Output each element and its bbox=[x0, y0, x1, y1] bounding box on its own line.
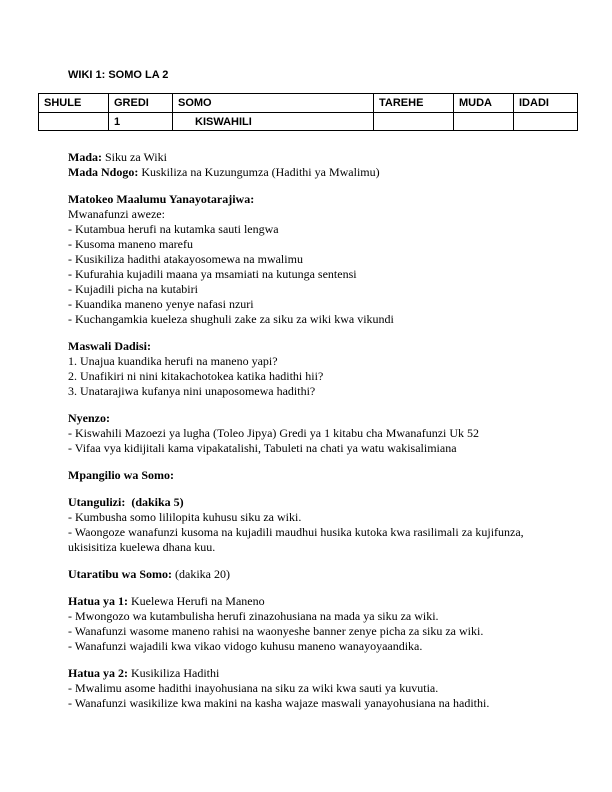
text-line: - Kiswahili Mazoezi ya lugha (Toleo Jipya) Gredi ya 1 kitabu cha Mwanafunzi Uk 52 bbox=[68, 426, 480, 440]
section-hatua-1 bbox=[68, 594, 546, 654]
column-header-shule: SHULE bbox=[39, 94, 109, 113]
section-mpangilio bbox=[68, 468, 546, 483]
text-line: - Kutambua herufi na kutamka sauti lengwa bbox=[68, 222, 279, 236]
text-line: - Vifaa vya kidijitali kama vipakatalishi, Tabuleti na chati ya watu wakisalimiana bbox=[68, 441, 457, 455]
text-line: - Kumbusha somo lililopita kuhusu siku za wiki. bbox=[68, 510, 302, 524]
column-header-idadi: IDADI bbox=[514, 94, 578, 113]
text-line: Mpangilio wa Somo: bbox=[68, 468, 175, 482]
text-line: Mada: Siku za Wiki bbox=[68, 150, 167, 164]
text-line: Hatua ya 1: Kuelewa Herufi na Maneno bbox=[68, 594, 265, 608]
cell-gredi: 1 bbox=[109, 113, 173, 131]
section-nyenzo bbox=[68, 411, 546, 456]
text-line: Maswali Dadisi: bbox=[68, 339, 152, 353]
section-utangulizi bbox=[68, 495, 546, 555]
text-line: - Kusoma maneno marefu bbox=[68, 237, 193, 251]
text-line: - Wanafunzi wajadili kwa vikao vidogo kuhusu maneno wanayoyaandika. bbox=[68, 639, 423, 653]
section-hatua-2 bbox=[68, 666, 546, 711]
table-row bbox=[39, 113, 578, 131]
text-line: Mwanafunzi aweze: bbox=[68, 207, 165, 221]
column-header-somo: SOMO bbox=[173, 94, 374, 113]
column-header-gredi: GREDI bbox=[109, 94, 173, 113]
text-line: Mada Ndogo: Kuskiliza na Kuzungumza (Hadithi ya Mwalimu) bbox=[68, 165, 380, 179]
text-line: - Mwalimu asome hadithi inayohusiana na siku za wiki kwa sauti ya kuvutia. bbox=[68, 681, 439, 695]
column-header-muda: MUDA bbox=[454, 94, 514, 113]
text-line: - Wanafunzi wasome maneno rahisi na waonyeshe banner zenye picha za siku za wiki. bbox=[68, 624, 484, 638]
cell-muda bbox=[454, 113, 514, 131]
cell-idadi bbox=[514, 113, 578, 131]
section-mada bbox=[68, 150, 546, 180]
text-line: - Wanafunzi wasikilize kwa makini na kasha wajaze maswali yanayohusiana na hadithi. bbox=[68, 696, 490, 710]
table-header-row bbox=[39, 94, 578, 113]
text-line: - Kufurahia kujadili maana ya msamiati na kutunga sentensi bbox=[68, 267, 357, 281]
page-title: WIKI 1: SOMO LA 2 bbox=[68, 69, 169, 81]
text-line: Utangulizi: (dakika 5) bbox=[68, 495, 184, 509]
text-line: 2. Unafikiri ni nini kitakachotokea katika hadithi hii? bbox=[68, 369, 324, 383]
text-line: - Mwongozo wa kutambulisha herufi zinazohusiana na mada ya siku za wiki. bbox=[68, 609, 439, 623]
text-line: - Kusikiliza hadithi atakayosomewa na mwalimu bbox=[68, 252, 303, 266]
document-body bbox=[68, 150, 546, 711]
text-line: Matokeo Maalumu Yanayotarajiwa: bbox=[68, 192, 255, 206]
text-line: - Kuandika maneno yenye nafasi nzuri bbox=[68, 297, 254, 311]
cell-shule bbox=[39, 113, 109, 131]
text-line: 3. Unatarajiwa kufanya nini unaposomewa hadithi? bbox=[68, 384, 316, 398]
section-maswali-dadisi bbox=[68, 339, 546, 399]
text-line: - Kuchangamkia kueleza shughuli zake za siku za wiki kwa vikundi bbox=[68, 312, 394, 326]
text-line: - Kujadili picha na kutabiri bbox=[68, 282, 198, 296]
header-table bbox=[38, 93, 578, 131]
cell-somo: KISWAHILI bbox=[173, 113, 374, 131]
text-line: - Waongoze wanafunzi kusoma na kujadili maudhui husika kutoka kwa rasilimali za kujifunza, ukisisitiza kuelewa dhana kuu. bbox=[68, 525, 527, 554]
section-matokeo bbox=[68, 192, 546, 327]
text-line: Utaratibu wa Somo: (dakika 20) bbox=[68, 567, 230, 581]
cell-tarehe bbox=[374, 113, 454, 131]
section-utaratibu bbox=[68, 567, 546, 582]
text-line: 1. Unajua kuandika herufi na maneno yapi? bbox=[68, 354, 278, 368]
column-header-tarehe: TAREHE bbox=[374, 94, 454, 113]
text-line: Nyenzo: bbox=[68, 411, 110, 425]
text-line: Hatua ya 2: Kusikiliza Hadithi bbox=[68, 666, 220, 680]
